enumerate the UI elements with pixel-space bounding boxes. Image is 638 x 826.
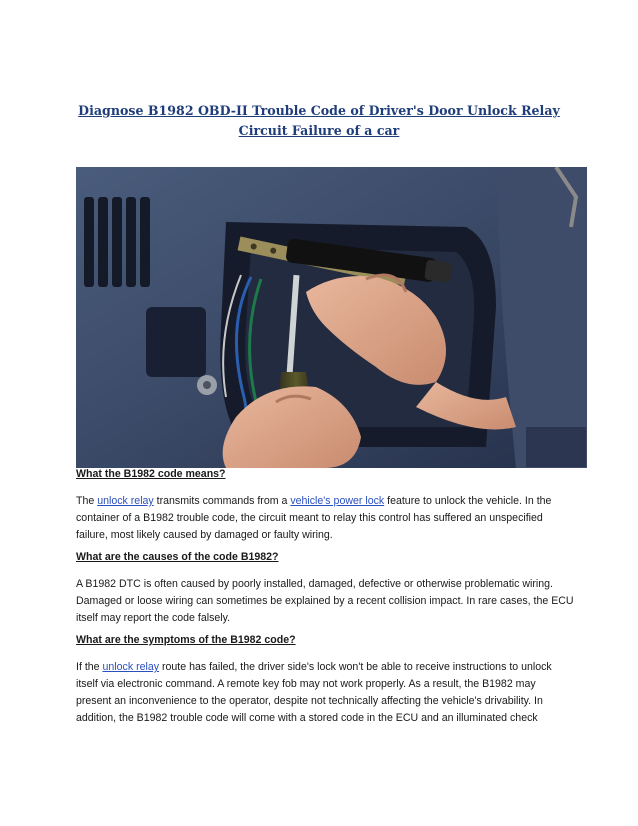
- door-repair-photo: [76, 167, 587, 468]
- inline-link[interactable]: unlock relay: [102, 661, 160, 673]
- paragraph-line: Damaged or loose wiring can sometimes be explained by a recent collision impact. In rare cases, the ECU: [76, 595, 574, 607]
- paragraph-line: failure, most likely caused by damaged or faulty wiring.: [76, 529, 333, 541]
- paragraph-line: container of a B1982 trouble code, the circuit meant to relay this control has suffered an unspecified: [76, 512, 543, 524]
- page-title: [74, 101, 564, 141]
- paragraph-line: If the unlock relay route has failed, the driver side's lock won't be able to receive instructions to unlock: [76, 661, 552, 673]
- paragraph-line: A B1982 DTC is often caused by poorly installed, damaged, defective or otherwise problematic wiring.: [76, 578, 553, 590]
- paragraph-line: The unlock relay transmits commands from a vehicle's power lock feature to unlock the vehicle. In the: [76, 495, 552, 507]
- section-heading: What are the symptoms of the B1982 code?: [76, 634, 296, 646]
- door-repair-illustration: [76, 167, 587, 468]
- section-paragraph: [76, 493, 576, 544]
- section-paragraph: [76, 659, 576, 727]
- title-line-2: Circuit Failure of a car: [238, 123, 400, 138]
- paragraph-line: itself via electronic command. A remote key fob may not work properly. As a result, the B1982 may: [76, 678, 536, 690]
- inline-link[interactable]: vehicle's power lock: [290, 495, 385, 507]
- section-heading: What the B1982 code means?: [76, 468, 226, 480]
- title-line-1: Diagnose B1982 OBD-II Trouble Code of Driver's Door Unlock Relay: [78, 103, 560, 118]
- paragraph-line: present an inconvenience to the operator, despite not technically affecting the vehicle's drivability. In: [76, 695, 543, 707]
- paragraph-line: itself may report the code falsely.: [76, 612, 231, 624]
- section-paragraph: [76, 576, 576, 627]
- section-heading: What are the causes of the code B1982?: [76, 551, 279, 563]
- inline-link[interactable]: unlock relay: [97, 495, 154, 507]
- paragraph-line: addition, the B1982 trouble code will come with a stored code in the ECU and an illuminated check: [76, 712, 538, 724]
